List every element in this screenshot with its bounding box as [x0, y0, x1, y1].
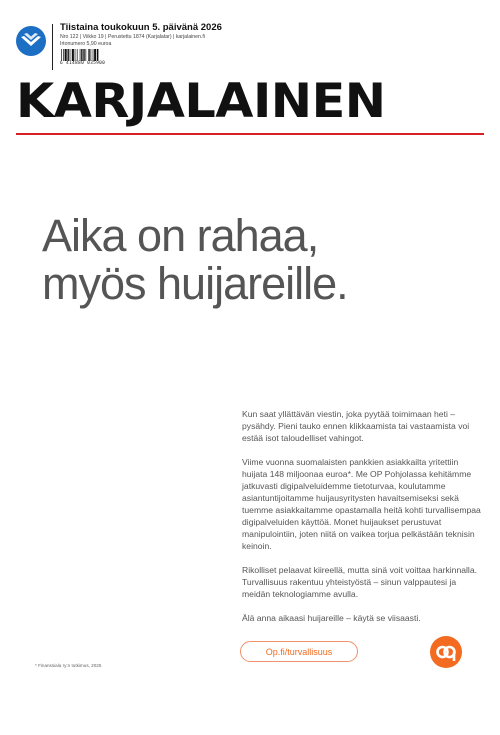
masthead-dateline: Tiistaina toukokuun 5. päivänä 2026: [60, 22, 222, 33]
ad-headline: [42, 212, 482, 308]
ad-paragraph: Rikolliset pelaavat kiireellä, mutta sinä voit voittaa harkinnalla. Turvallisuus rakentuu yhteistyöstä – sinun valppautesi ja meidän teknologiamme avulla.: [242, 565, 478, 599]
ad-paragraph: Älä anna aikaasi huijareille – käytä se viisaasti.: [242, 613, 421, 623]
ad-headline-line: myös huijareille.: [42, 258, 348, 309]
op-logo-icon: [430, 636, 462, 668]
barcode: [60, 48, 112, 60]
masthead-red-rule: [16, 133, 484, 135]
ad-paragraph: Viime vuonna suomalaisten pankkien asiakkailta yritettiin huijata 148 miljoonaa euroa*. Me OP Pohjolassa kehitämme jatkuvasti digipalveluidemme tietoturvaa, koulutamme asiantuntijoitamme huijausyritysten havaitsemiseksi sekä tuemme asiakkaitamme opastamalla heitä kohti turvallisempaa digipalveluiden käyttöä. Monet huijaukset perustuvat manipulointiin, joten niitä on vaikea torjua pelkästään teknisin keinoin.: [242, 457, 481, 551]
ad-body-copy: [242, 408, 482, 636]
masthead-price: Irtonumero 5,90 euroa: [60, 41, 112, 47]
ad-headline-line: Aika on rahaa,: [42, 210, 319, 261]
masthead-divider: [52, 24, 53, 70]
barcode-digits: 6 414880 035900: [60, 61, 106, 66]
newspaper-logo-icon: [16, 26, 46, 56]
masthead-issue-info: Nro 122 | Viikko 19 | Perustettu 1874 (Karjalatar) | karjalainen.fi: [60, 34, 205, 40]
masthead-title: KARJALAINEN: [16, 74, 386, 129]
ad-footnote: * Finanssiala ry:n tutkimus, 2025: [35, 663, 102, 668]
turvallisuus-link-button[interactable]: Op.fi/turvallisuus: [240, 641, 358, 662]
ad-paragraph: Kun saat yllättävän viestin, joka pyytää toimimaan heti – pysähdy. Pieni tauko ennen klikkaamista tai vastaamista voi estää isot taloudelliset vahingot.: [242, 409, 470, 443]
